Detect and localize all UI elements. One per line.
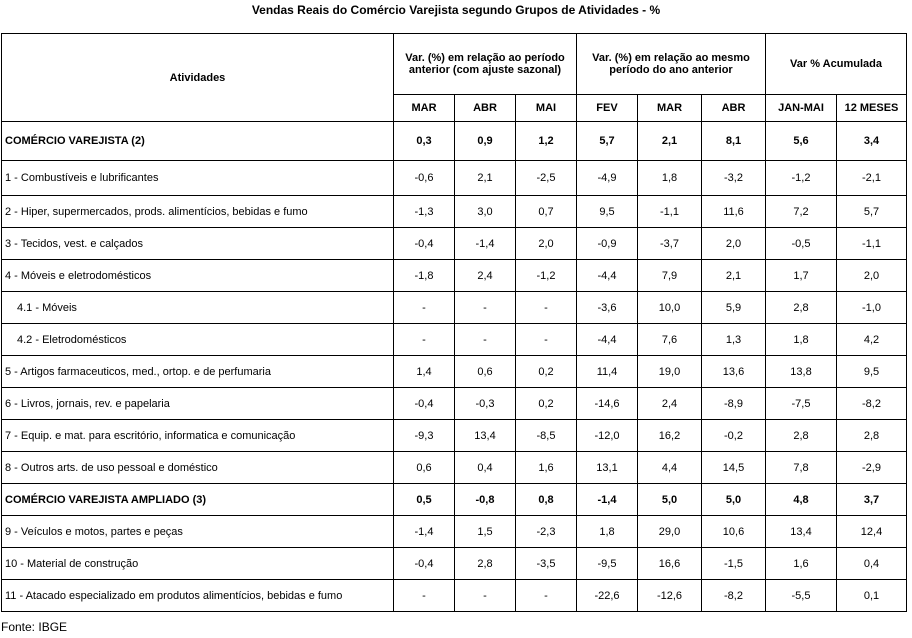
row-label: 11 - Atacado especializado em produtos alimentícios, bebidas e fumo	[2, 580, 394, 612]
cell-value: 13,6	[702, 356, 766, 388]
row-label: 2 - Hiper, supermercados, prods. alimentícios, bebidas e fumo	[2, 196, 394, 228]
cell-value: -8,9	[702, 388, 766, 420]
cell-value: -1,4	[455, 228, 516, 260]
cell-value: -1,1	[638, 196, 702, 228]
cell-value: -3,2	[702, 161, 766, 196]
cell-value: -0,9	[577, 228, 638, 260]
cell-value: -	[455, 324, 516, 356]
cell-value: 2,0	[516, 228, 577, 260]
cell-value: -	[455, 292, 516, 324]
cell-value: 14,5	[702, 452, 766, 484]
sales-table	[1, 33, 907, 612]
cell-value: 2,8	[837, 420, 907, 452]
cell-value: 1,5	[455, 516, 516, 548]
cell-value: -8,2	[702, 580, 766, 612]
cell-value: -0,8	[455, 484, 516, 516]
cell-value: -22,6	[577, 580, 638, 612]
table-row	[2, 516, 907, 548]
table-row	[2, 292, 907, 324]
row-label: 3 - Tecidos, vest. e calçados	[2, 228, 394, 260]
header-row-groups	[2, 34, 907, 95]
cell-value: -	[516, 324, 577, 356]
cell-value: -	[516, 292, 577, 324]
cell-value: -0,3	[455, 388, 516, 420]
cell-value: 1,4	[394, 356, 455, 388]
cell-value: 0,9	[455, 122, 516, 161]
cell-value: -1,1	[837, 228, 907, 260]
cell-value: -12,6	[638, 580, 702, 612]
cell-value: 9,5	[837, 356, 907, 388]
table-row	[2, 324, 907, 356]
header-col: FEV	[577, 95, 638, 122]
cell-value: -1,3	[394, 196, 455, 228]
cell-value: -0,6	[394, 161, 455, 196]
cell-value: 7,8	[766, 452, 837, 484]
cell-value: 2,0	[702, 228, 766, 260]
cell-value: 0,2	[516, 388, 577, 420]
cell-value: 2,8	[766, 420, 837, 452]
cell-value: 29,0	[638, 516, 702, 548]
cell-value: 1,2	[516, 122, 577, 161]
cell-value: 7,6	[638, 324, 702, 356]
cell-value: -0,4	[394, 388, 455, 420]
cell-value: -12,0	[577, 420, 638, 452]
cell-value: 1,8	[638, 161, 702, 196]
table-row	[2, 356, 907, 388]
cell-value: 5,9	[702, 292, 766, 324]
cell-value: 1,8	[766, 324, 837, 356]
table-row	[2, 420, 907, 452]
cell-value: -4,9	[577, 161, 638, 196]
row-label: 4.1 - Móveis	[2, 292, 394, 324]
cell-value: 3,4	[837, 122, 907, 161]
cell-value: 10,0	[638, 292, 702, 324]
cell-value: 1,3	[702, 324, 766, 356]
row-label: COMÉRCIO VAREJISTA (2)	[2, 122, 394, 161]
cell-value: 2,1	[702, 260, 766, 292]
row-label: COMÉRCIO VAREJISTA AMPLIADO (3)	[2, 484, 394, 516]
cell-value: 4,4	[638, 452, 702, 484]
cell-value: -8,5	[516, 420, 577, 452]
cell-value: -	[516, 580, 577, 612]
cell-value: 4,2	[837, 324, 907, 356]
cell-value: -9,5	[577, 548, 638, 580]
table-row	[2, 161, 907, 196]
row-label: 4 - Móveis e eletrodomésticos	[2, 260, 394, 292]
cell-value: 1,6	[766, 548, 837, 580]
cell-value: -2,5	[516, 161, 577, 196]
cell-value: -1,8	[394, 260, 455, 292]
cell-value: 2,8	[766, 292, 837, 324]
cell-value: 0,1	[837, 580, 907, 612]
table-row	[2, 228, 907, 260]
source-note: Fonte: IBGE	[1, 620, 68, 634]
cell-value: -0,2	[702, 420, 766, 452]
cell-value: 16,2	[638, 420, 702, 452]
cell-value: 11,6	[702, 196, 766, 228]
table-row	[2, 484, 907, 516]
cell-value: 0,6	[394, 452, 455, 484]
cell-value: 5,7	[577, 122, 638, 161]
cell-value: 2,8	[455, 548, 516, 580]
table-row	[2, 260, 907, 292]
row-label: 1 - Combustíveis e lubrificantes	[2, 161, 394, 196]
cell-value: -4,4	[577, 260, 638, 292]
cell-value: -14,6	[577, 388, 638, 420]
header-col: MAR	[638, 95, 702, 122]
cell-value: 11,4	[577, 356, 638, 388]
cell-value: 12,4	[837, 516, 907, 548]
cell-value: 0,4	[837, 548, 907, 580]
header-col: MAI	[516, 95, 577, 122]
cell-value: -5,5	[766, 580, 837, 612]
cell-value: 5,6	[766, 122, 837, 161]
cell-value: -	[394, 292, 455, 324]
header-col: ABR	[455, 95, 516, 122]
row-label: 9 - Veículos e motos, partes e peças	[2, 516, 394, 548]
cell-value: 2,1	[638, 122, 702, 161]
cell-value: 0,7	[516, 196, 577, 228]
cell-value: -1,2	[766, 161, 837, 196]
cell-value: 1,7	[766, 260, 837, 292]
cell-value: 0,4	[455, 452, 516, 484]
cell-value: -0,4	[394, 548, 455, 580]
cell-value: -8,2	[837, 388, 907, 420]
row-label: 4.2 - Eletrodomésticos	[2, 324, 394, 356]
header-atividades: Atividades	[2, 34, 394, 122]
row-label: 10 - Material de construção	[2, 548, 394, 580]
cell-value: 3,7	[837, 484, 907, 516]
row-label: 8 - Outros arts. de uso pessoal e doméstico	[2, 452, 394, 484]
cell-value: 7,2	[766, 196, 837, 228]
table-row	[2, 122, 907, 161]
cell-value: 8,1	[702, 122, 766, 161]
cell-value: 1,8	[577, 516, 638, 548]
cell-value: 16,6	[638, 548, 702, 580]
header-group-acumulada: Var % Acumulada	[766, 34, 907, 95]
table-row	[2, 580, 907, 612]
cell-value: -2,1	[837, 161, 907, 196]
table-row	[2, 452, 907, 484]
table-row	[2, 388, 907, 420]
cell-value: 5,0	[638, 484, 702, 516]
cell-value: -7,5	[766, 388, 837, 420]
cell-value: -1,2	[516, 260, 577, 292]
cell-value: 2,4	[638, 388, 702, 420]
row-label: 6 - Livros, jornais, rev. e papelaria	[2, 388, 394, 420]
cell-value: -0,4	[394, 228, 455, 260]
cell-value: 2,0	[837, 260, 907, 292]
cell-value: -2,9	[837, 452, 907, 484]
cell-value: 5,0	[702, 484, 766, 516]
cell-value: -4,4	[577, 324, 638, 356]
cell-value: 19,0	[638, 356, 702, 388]
cell-value: 0,6	[455, 356, 516, 388]
cell-value: -9,3	[394, 420, 455, 452]
cell-value: 13,8	[766, 356, 837, 388]
cell-value: 2,1	[455, 161, 516, 196]
cell-value: 7,9	[638, 260, 702, 292]
header-col: MAR	[394, 95, 455, 122]
cell-value: 13,4	[455, 420, 516, 452]
cell-value: 9,5	[577, 196, 638, 228]
cell-value: 13,4	[766, 516, 837, 548]
header-group-ano-anterior: Var. (%) em relação ao mesmo período do ano anterior	[577, 34, 766, 95]
cell-value: 0,2	[516, 356, 577, 388]
cell-value: 4,8	[766, 484, 837, 516]
cell-value: 3,0	[455, 196, 516, 228]
cell-value: 5,7	[837, 196, 907, 228]
cell-value: -0,5	[766, 228, 837, 260]
cell-value: -2,3	[516, 516, 577, 548]
cell-value: 2,4	[455, 260, 516, 292]
row-label: 5 - Artigos farmaceuticos, med., ortop. e de perfumaria	[2, 356, 394, 388]
cell-value: -1,5	[702, 548, 766, 580]
table-row	[2, 548, 907, 580]
cell-value: -3,5	[516, 548, 577, 580]
row-label: 7 - Equip. e mat. para escritório, informatica e comunicação	[2, 420, 394, 452]
cell-value: -1,4	[394, 516, 455, 548]
header-col: JAN-MAI	[766, 95, 837, 122]
cell-value: 0,8	[516, 484, 577, 516]
cell-value: -3,7	[638, 228, 702, 260]
header-col: ABR	[702, 95, 766, 122]
cell-value: -1,4	[577, 484, 638, 516]
cell-value: -	[394, 580, 455, 612]
cell-value: -3,6	[577, 292, 638, 324]
cell-value: 1,6	[516, 452, 577, 484]
header-col: 12 MESES	[837, 95, 907, 122]
cell-value: -	[455, 580, 516, 612]
cell-value: -	[394, 324, 455, 356]
cell-value: -1,0	[837, 292, 907, 324]
table-row	[2, 196, 907, 228]
cell-value: 0,3	[394, 122, 455, 161]
table-title: Vendas Reais do Comércio Varejista segundo Grupos de Atividades - %	[251, 3, 661, 17]
cell-value: 13,1	[577, 452, 638, 484]
cell-value: 10,6	[702, 516, 766, 548]
cell-value: 0,5	[394, 484, 455, 516]
header-group-periodo-anterior: Var. (%) em relação ao período anterior (com ajuste sazonal)	[394, 34, 577, 95]
